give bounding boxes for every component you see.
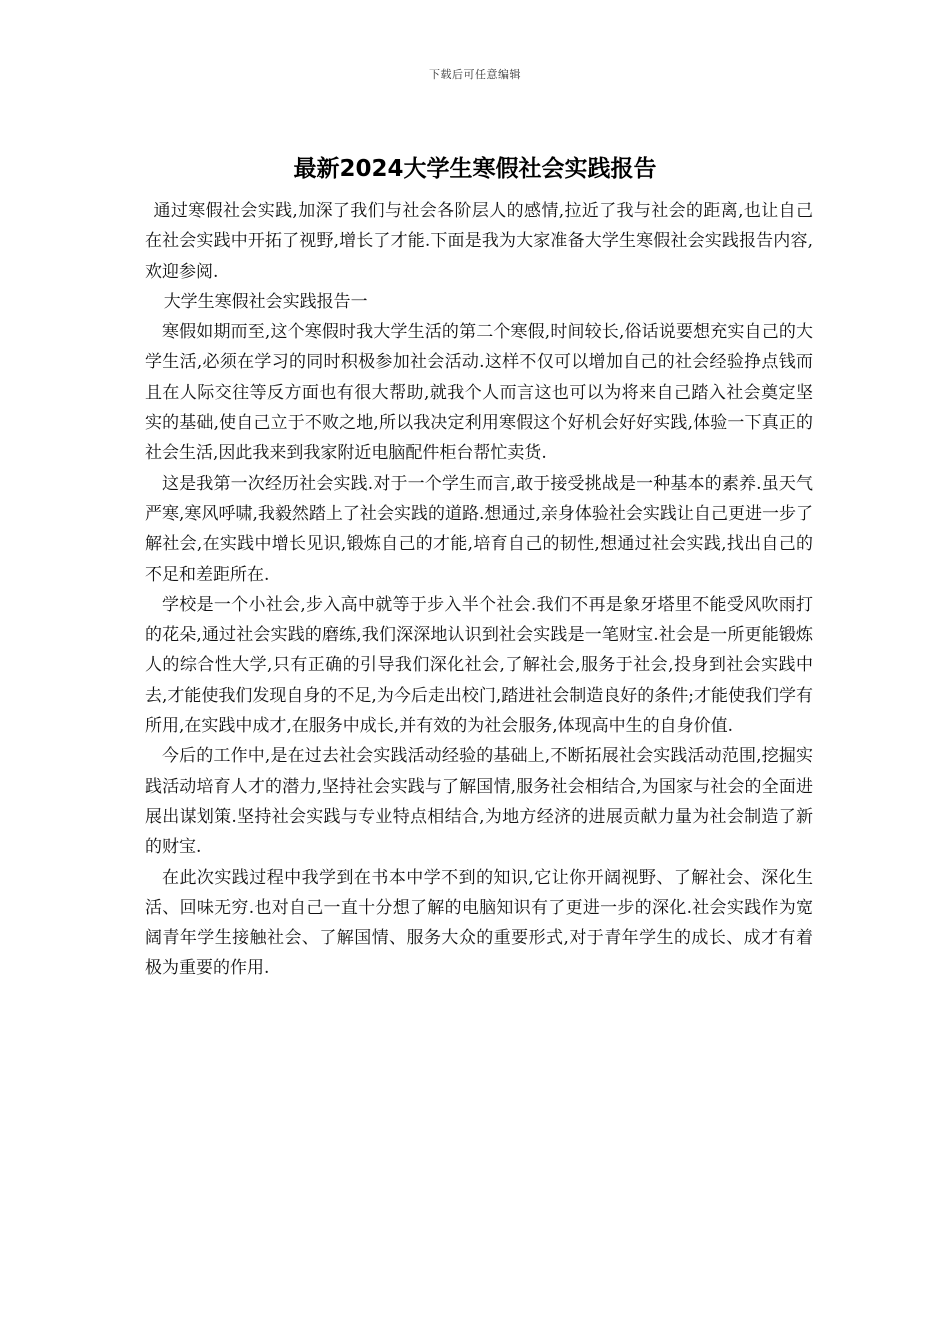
section-heading: 大学生寒假社会实践报告一 (163, 291, 368, 312)
body-paragraph: 在此次实践过程中我学到在书本中学不到的知识,它让你开阔视野、了解社会、深化生活、回味无穷.也对自己一直十分想了解的电脑知识有了更进一步的深化.社会实践作为宽阔青年学生接触社会、了解国情、服务大众的重要形式,对于青年学生的成长、成才有着极为重要的作用. (145, 867, 813, 979)
body-paragraph: 寒假如期而至,这个寒假时我大学生活的第二个寒假,时间较长,俗话说要想充实自己的大学生活,必须在学习的同时积极参加社会活动.这样不仅可以增加自己的社会经验挣点钱而且在人际交往等反方面也有很大帮助,就我个人而言这也可以为将来自己踏入社会奠定坚实的基础,使自己立于不败之地,所以我决定利用寒假这个好机会好好实践,体验一下真正的社会生活,因此我来到我家附近电脑配件柜台帮忙卖货. (145, 322, 813, 464)
intro-paragraph: 通过寒假社会实践,加深了我们与社会各阶层人的感情,拉近了我与社会的距离,也让自己在社会实践中开拓了视野,增长了才能.下面是我为大家准备大学生寒假社会实践报告内容,欢迎参阅. (145, 201, 813, 282)
document-body (145, 196, 813, 984)
body-paragraph: 这是我第一次经历社会实践.对于一个学生而言,敢于接受挑战是一种基本的素养.虽天气严寒,寒风呼啸,我毅然踏上了社会实践的道路.想通过,亲身体验社会实践让自己更进一步了解社会,在实践中增长见识,锻炼自己的才能,培育自己的韧性,想通过社会实践,找出自己的不足和差距所在. (145, 473, 813, 585)
header-note: 下载后可任意编辑 (429, 68, 521, 81)
body-paragraph: 今后的工作中,是在过去社会实践活动经验的基础上,不断拓展社会实践活动范围,挖掘实践活动培育人才的潜力,坚持社会实践与了解国情,服务社会相结合,为国家与社会的全面进展出谋划策.坚持社会实践与专业特点相结合,为地方经济的进展贡献力量为社会制造了新的财宝. (145, 746, 813, 858)
body-paragraph: 学校是一个小社会,步入高中就等于步入半个社会.我们不再是象牙塔里不能受风吹雨打的花朵,通过社会实践的磨练,我们深深地认识到社会实践是一笔财宝.社会是一所更能锻炼人的综合性大学,只有正确的引导我们深化社会,了解社会,服务于社会,投身到社会实践中去,才能使我们发现自身的不足,为今后走出校门,踏进社会制造良好的条件;才能使我们学有所用,在实践中成才,在服务中成长,并有效的为社会服务,体现高中生的自身价值. (145, 594, 813, 737)
document-title: 最新2024大学生寒假社会实践报告 (293, 156, 657, 182)
